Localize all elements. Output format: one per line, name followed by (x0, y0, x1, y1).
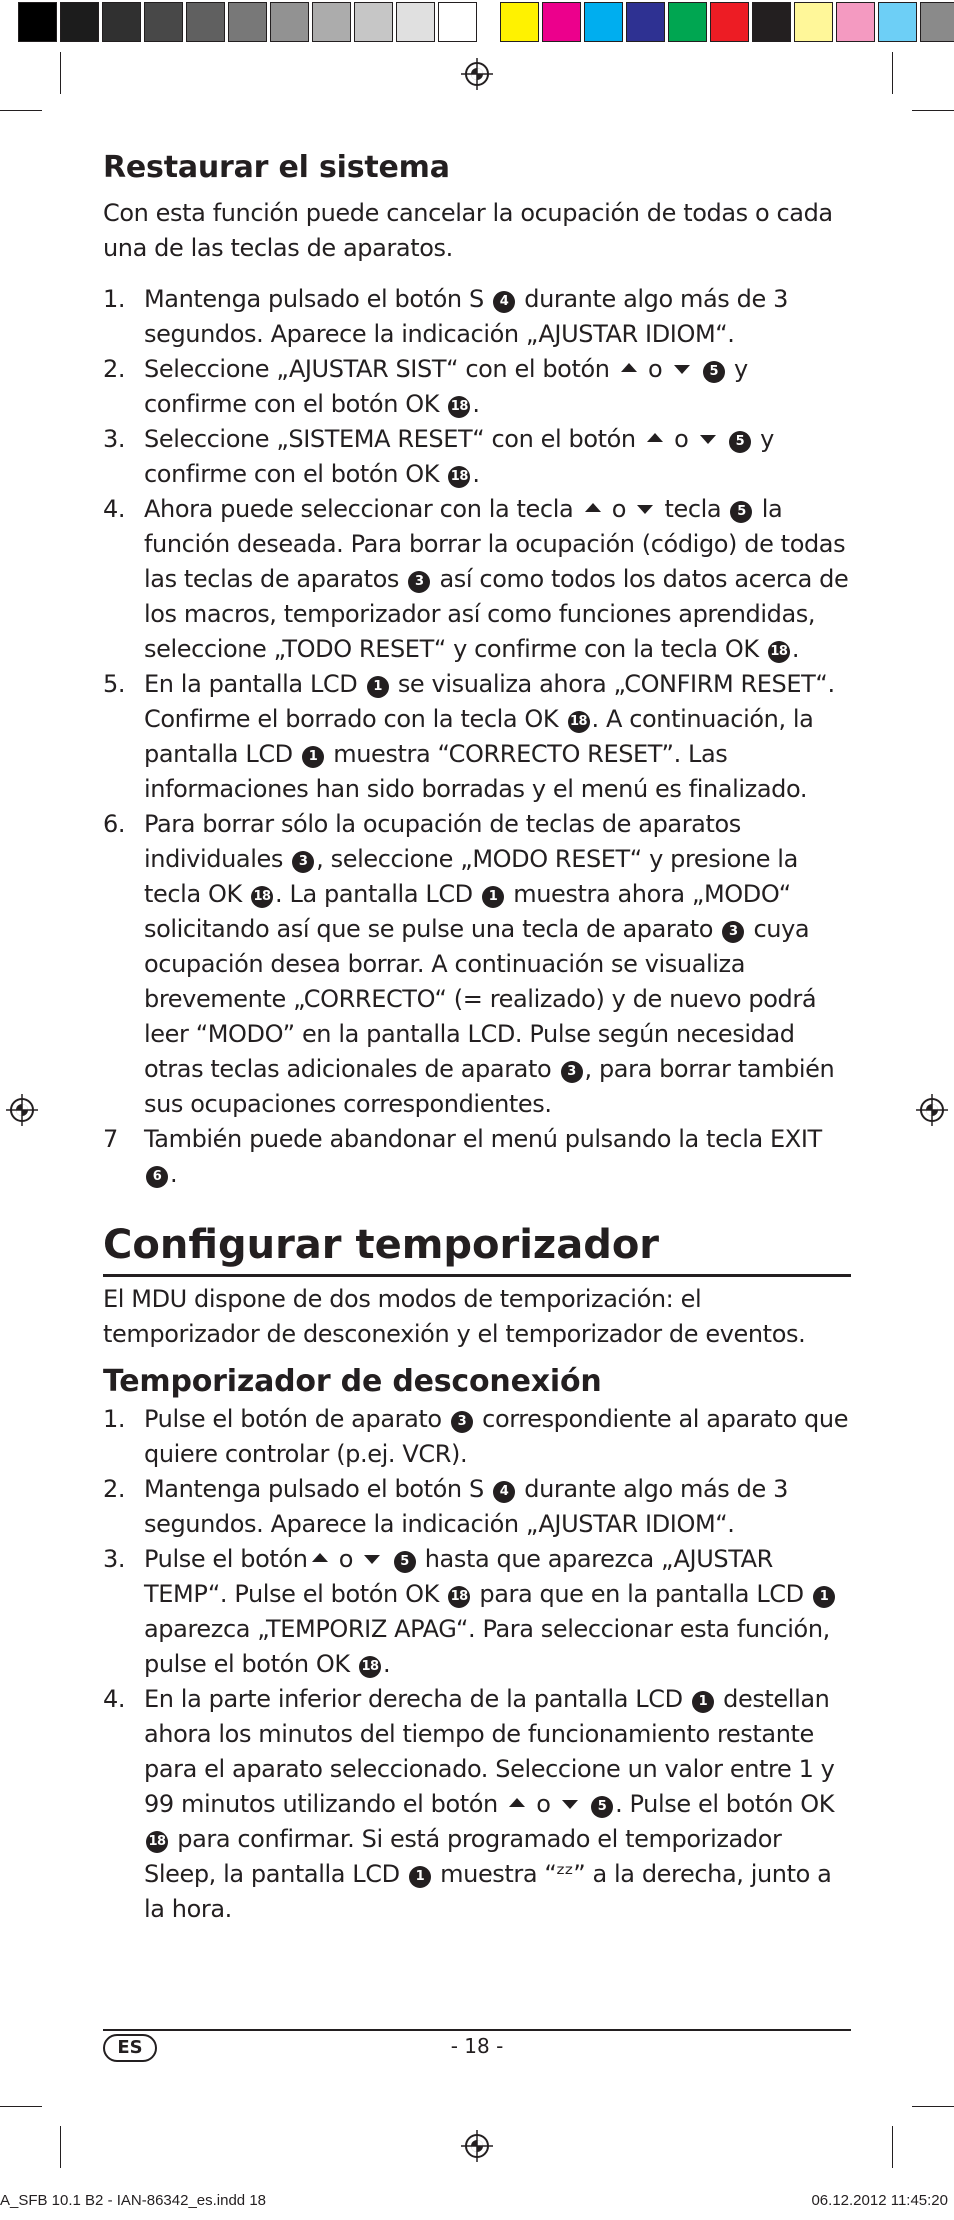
reference-number-badge: 1 (302, 746, 324, 768)
triangle-down-icon (700, 435, 716, 444)
text-run: o (331, 1545, 361, 1573)
list-item (103, 667, 851, 807)
color-swatch (920, 2, 954, 42)
crop-mark (892, 52, 893, 94)
crop-mark (60, 52, 61, 94)
text-run: o (666, 425, 696, 453)
crop-mark (0, 2106, 42, 2107)
reference-number-badge: 5 (729, 431, 751, 453)
list-item-text (144, 1472, 851, 1542)
text-run: y confirme con el botón OK (144, 425, 774, 488)
text-run: Seleccione „AJUSTAR SIST“ con el botón (144, 355, 617, 383)
text-run: tecla (657, 495, 729, 523)
list-item (103, 422, 851, 492)
text-run: aparezca „TEMPORIZ APAG“. Para seleccionar esta función, pulse el botón OK (144, 1615, 830, 1678)
text-run (582, 1790, 589, 1818)
text-run (694, 355, 701, 383)
list-item-number: 2. (103, 1475, 126, 1503)
text-run: Pulse el botón de aparato (144, 1405, 449, 1433)
reference-number-badge: 3 (408, 571, 430, 593)
text-run: , para borrar también sus ocupaciones correspondientes. (144, 1055, 835, 1118)
text-run: . A continuación, la pantalla LCD (144, 705, 814, 768)
reference-number-badge: 5 (394, 1551, 416, 1573)
sleep-timer-steps-list (103, 1402, 851, 1927)
text-run: hasta que aparezca „AJUSTAR TEMP“. Pulse el botón OK (144, 1545, 773, 1608)
color-swatch (438, 2, 477, 42)
reference-number-badge: 3 (722, 921, 744, 943)
list-item-text (144, 352, 851, 422)
text-run: durante algo más de 3 segundos. Aparece la indicación „AJUSTAR IDIOM“. (144, 1475, 788, 1538)
reference-number-badge: 5 (730, 501, 752, 523)
text-run: . (472, 460, 480, 488)
color-swatch (18, 2, 57, 42)
color-swatch (396, 2, 435, 42)
reference-number-badge: 18 (359, 1656, 381, 1678)
text-run: . La pantalla LCD (275, 880, 480, 908)
reference-number-badge: 1 (409, 1866, 431, 1888)
reference-number-badge: 18 (448, 466, 470, 488)
title-rule (103, 1274, 851, 1277)
text-run: o (529, 1790, 558, 1818)
reference-number-badge: 1 (692, 1691, 714, 1713)
colorbar-gap (480, 2, 500, 42)
list-item (103, 352, 851, 422)
reference-number-badge: 3 (292, 851, 314, 873)
text-run: . (791, 635, 800, 663)
color-swatch (312, 2, 351, 42)
text-run: durante algo más de 3 segundos. Aparece la indicación „AJUSTAR IDIOM“. (144, 285, 788, 348)
print-slug-date: 06.12.2012 11:45:20 (811, 2192, 948, 2209)
color-swatch (542, 2, 581, 42)
color-swatch (270, 2, 309, 42)
subsection-title-sleep-timer: Temporizador de desconexión (103, 1364, 602, 1399)
registration-mark-icon (6, 1094, 38, 1126)
text-run: correspondiente al aparato que quiere controlar (p.ej. VCR). (144, 1405, 849, 1468)
text-run: . (382, 1650, 391, 1678)
list-item-text (144, 807, 851, 1122)
color-swatch (60, 2, 99, 42)
color-swatch (668, 2, 707, 42)
text-run: muestra “CORRECTO RESET”. Las informaciones han sido borradas y el menú es finalizado. (144, 740, 808, 803)
list-item-text (144, 1122, 851, 1192)
list-item-number: 7 (103, 1125, 118, 1153)
triangle-up-icon (647, 433, 663, 442)
list-item-number: 3. (103, 425, 126, 453)
footer-rule (103, 2029, 851, 2031)
triangle-up-icon (585, 503, 601, 512)
list-item-text (144, 1682, 851, 1927)
text-run (720, 425, 727, 453)
text-run: cuya ocupación desea borrar. A continuación se visualiza brevemente „CORRECTO“ (= realizado) y de nuevo podrá leer “MODO” en la pantalla LCD. Pulse según necesidad otras teclas adicionales de aparato (144, 915, 817, 1083)
reference-number-badge: 1 (367, 676, 389, 698)
text-run: y confirme con el botón OK (144, 355, 748, 418)
text-run: Ahora puede seleccionar con la tecla (144, 495, 581, 523)
list-item-number: 2. (103, 355, 126, 383)
text-run: así como todos los datos acerca de los macros, temporizador así como funciones aprendidas, seleccione „TODO RESET“ y confirme con la tecla OK (144, 565, 849, 663)
text-run: se visualiza ahora „CONFIRM RESET“. Confirme el borrado con la tecla OK (144, 670, 835, 733)
color-swatch (102, 2, 141, 42)
list-item-text (144, 1402, 851, 1472)
text-run: Mantenga pulsado el botón S (144, 1475, 492, 1503)
list-item-text (144, 1542, 851, 1682)
list-item-number: 3. (103, 1545, 126, 1573)
reference-number-badge: 4 (493, 1481, 515, 1503)
color-swatch (752, 2, 791, 42)
list-item-number: 1. (103, 1405, 126, 1433)
list-item-number: 6. (103, 810, 126, 838)
page-content (103, 148, 851, 1927)
registration-mark-icon (916, 1094, 948, 1126)
list-item (103, 1122, 851, 1192)
list-item (103, 1402, 851, 1472)
color-swatch (500, 2, 539, 42)
crop-mark (0, 110, 42, 111)
text-run: . (472, 390, 480, 418)
text-run: la función deseada. Para borrar la ocupación (código) de todas las teclas de aparatos (144, 495, 846, 593)
triangle-up-icon (509, 1798, 525, 1807)
reference-number-badge: 1 (813, 1586, 835, 1608)
reference-number-badge: 18 (568, 711, 590, 733)
section-title-timer: Configurar temporizador (103, 1222, 660, 1268)
text-run: En la parte inferior derecha de la pantalla LCD (144, 1685, 690, 1713)
reference-number-badge: 1 (482, 886, 504, 908)
reference-number-badge: 18 (251, 886, 273, 908)
text-run: Pulse el botón (144, 1545, 308, 1573)
reference-number-badge: 3 (561, 1061, 583, 1083)
list-item-number: 1. (103, 285, 126, 313)
reference-number-badge: 5 (703, 361, 725, 383)
color-swatch (584, 2, 623, 42)
list-item (103, 492, 851, 667)
restore-steps-list (103, 282, 851, 1192)
text-run: Para borrar sólo la ocupación de teclas de aparatos individuales (144, 810, 741, 873)
text-run: o (604, 495, 634, 523)
text-run: destellan ahora los minutos del tiempo de funcionamiento restante para el aparato seleccionado. Seleccione un valor entre 1 y 99 minutos utilizando el botón (144, 1685, 835, 1818)
list-item (103, 1542, 851, 1682)
color-calibration-bar (18, 2, 954, 42)
reference-number-badge: 6 (146, 1166, 168, 1188)
text-run: En la pantalla LCD (144, 670, 365, 698)
color-swatch (794, 2, 833, 42)
color-swatch (878, 2, 917, 42)
text-run: para confirmar. Si está programado el temporizador Sleep, la pantalla LCD (144, 1825, 782, 1888)
page-number: - 18 - (450, 2034, 504, 2058)
text-run: . Pulse el botón OK (615, 1790, 835, 1818)
color-swatch (710, 2, 749, 42)
list-item-number: 5. (103, 670, 126, 698)
text-run (384, 1545, 391, 1573)
text-run: o (640, 355, 670, 383)
crop-mark (912, 2106, 954, 2107)
text-run: para que en la pantalla LCD (472, 1580, 811, 1608)
list-item (103, 282, 851, 352)
print-slug-file: A_SFB 10.1 B2 - IAN-86342_es.indd 18 (0, 2192, 267, 2209)
list-item-number: 4. (103, 1685, 126, 1713)
text-run: . (170, 1160, 178, 1188)
list-item-text (144, 492, 851, 667)
reference-number-badge: 18 (448, 396, 470, 418)
color-swatch (354, 2, 393, 42)
reference-number-badge: 18 (146, 1831, 168, 1853)
color-swatch (144, 2, 183, 42)
triangle-down-icon (364, 1555, 380, 1564)
triangle-up-icon (312, 1553, 328, 1562)
reference-number-badge: 18 (448, 1586, 470, 1608)
text-run: muestra “ᶻᶻ” a la derecha, junto a la hora. (144, 1860, 832, 1923)
registration-mark-icon (461, 58, 493, 90)
list-item-text (144, 282, 851, 352)
list-item (103, 1472, 851, 1542)
reference-number-badge: 4 (493, 291, 515, 313)
reference-number-badge: 5 (591, 1796, 613, 1818)
list-item-text (144, 422, 851, 492)
language-badge: ES (103, 2034, 157, 2062)
text-run: También puede abandonar el menú pulsando la tecla EXIT (144, 1125, 822, 1153)
triangle-down-icon (637, 505, 653, 514)
list-item-number: 4. (103, 495, 126, 523)
color-swatch (836, 2, 875, 42)
section-title-restore: Restaurar el sistema (103, 150, 450, 185)
list-item-text (144, 667, 851, 807)
crop-mark (912, 110, 954, 111)
crop-mark (892, 2126, 893, 2168)
text-run: , seleccione „MODO RESET“ y presione la tecla OK (144, 845, 798, 908)
color-swatch (228, 2, 267, 42)
color-swatch (186, 2, 225, 42)
list-item (103, 807, 851, 1122)
text-run: Mantenga pulsado el botón S (144, 285, 492, 313)
reference-number-badge: 3 (451, 1411, 473, 1433)
text-run: muestra ahora „MODO“ solicitando así que se pulse una tecla de aparato (144, 880, 791, 943)
list-item (103, 1682, 851, 1927)
triangle-down-icon (562, 1800, 578, 1809)
reference-number-badge: 18 (768, 641, 790, 663)
registration-mark-icon (461, 2130, 493, 2162)
triangle-up-icon (621, 363, 637, 372)
triangle-down-icon (674, 365, 690, 374)
text-run: Seleccione „SISTEMA RESET“ con el botón (144, 425, 643, 453)
crop-mark (60, 2126, 61, 2168)
section-intro-restore: Con esta función puede cancelar la ocupación de todas o cada una de las teclas de aparatos. (103, 199, 833, 262)
color-swatch (626, 2, 665, 42)
section-intro-timer: El MDU dispone de dos modos de temporización: el temporizador de desconexión y el temporizador de eventos. (103, 1285, 806, 1348)
